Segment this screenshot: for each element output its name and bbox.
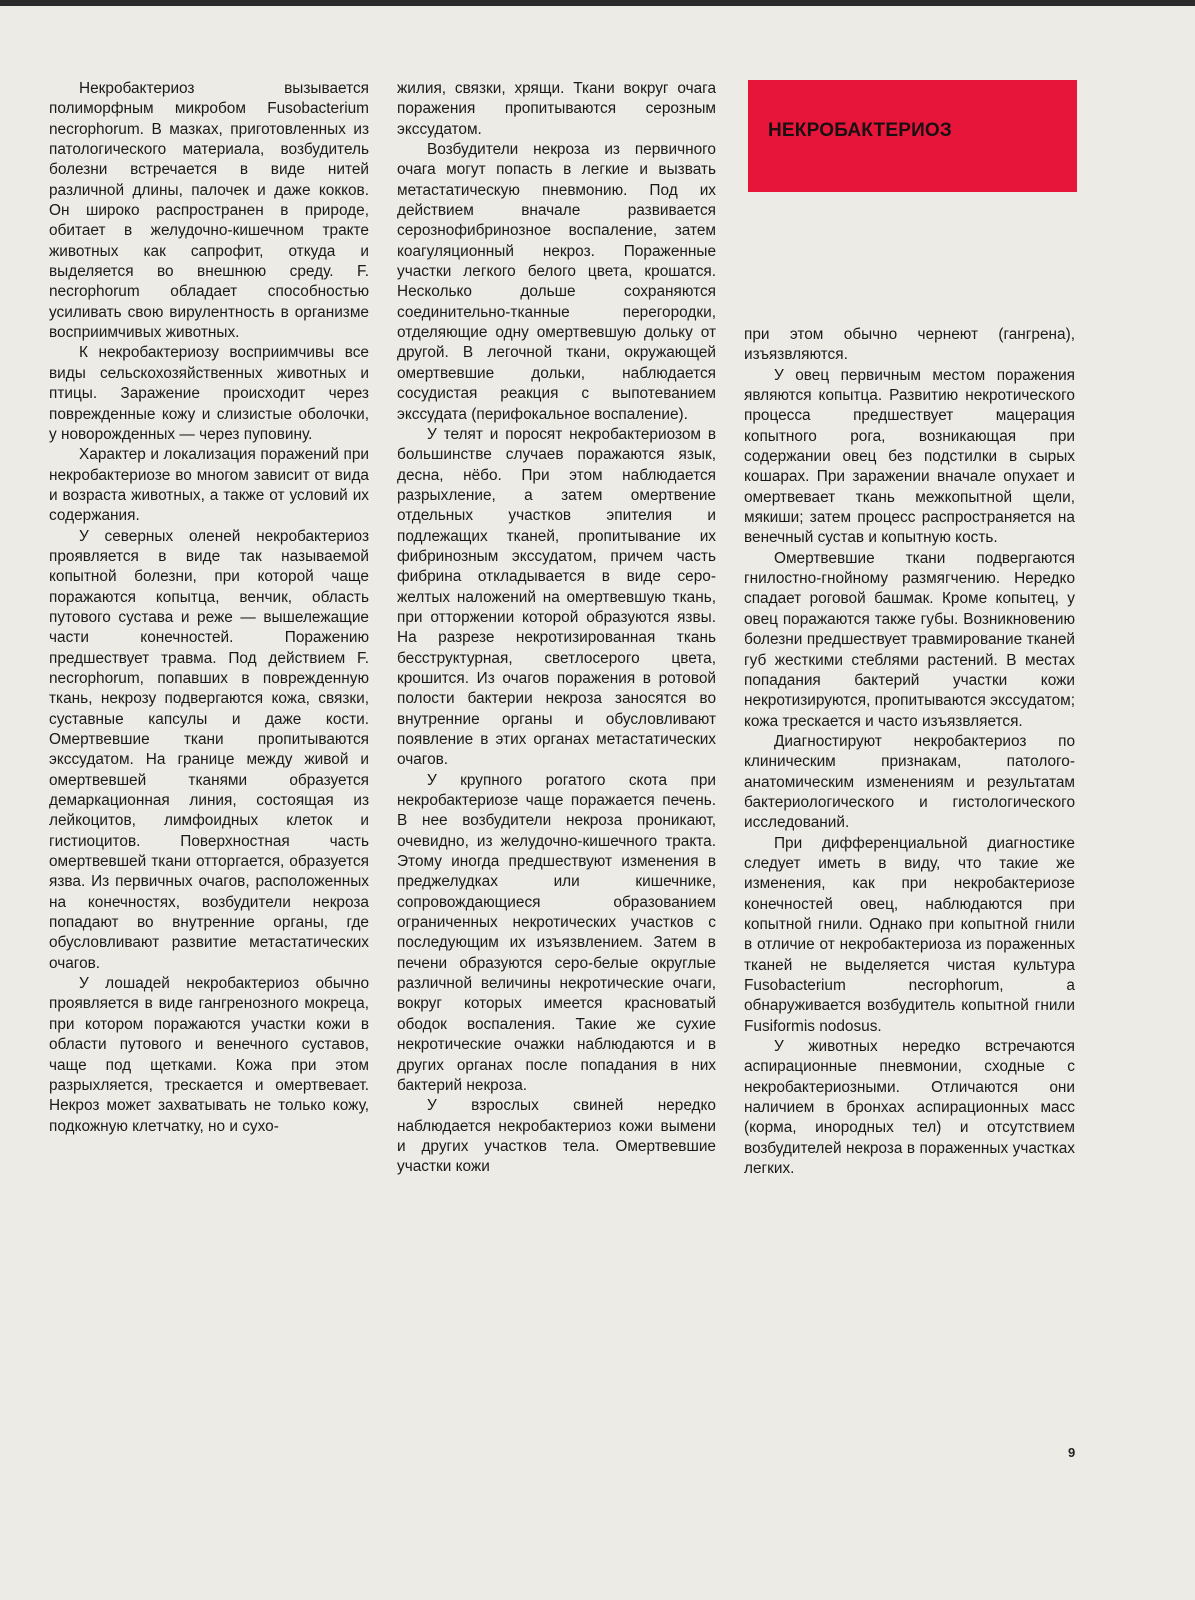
paragraph: У крупного рогатого скота при некробактериозе чаще поражается печень. В нее возбудители некроза проникают, очевидно, из желудочно-кишечного тракта. Этому иногда предшествуют изменения в преджелудках или кишечнике, сопровождающиеся образованием ограниченных некротических участков с последующим их изъязвлением. Затем в печени образуются серо-белые округлые различной величины некротические очаги, вокруг которых имеется красноватый ободок воспаления. Такие же сухие некротические очажки наблюдаются и в других органах после попадания в них бактерий некроза.: [397, 771, 716, 1094]
paragraph: У лошадей некробактериоз обычно проявляется в виде гангренозного мокреца, при котором поражаются участки кожи в области путового и венечного суставов, чаще под щетками. Кожа при этом разрыхляется, трескается и омертвевает. Некроз может захватывать не только кожу, подкожную клетчатку, но и сухо-: [49, 975, 369, 1135]
text-column-1: [49, 79, 369, 1137]
paragraph: Некробактериоз вызывается полиморфным микробом Fusobacterium necrophorum. В мазках, приготовленных из патологического материала, возбудитель болезни встречается в виде нитей различной длины, палочек и даже кокков. Он широко распространен в природе, обитает в желудочно-кишечном тракте животных как сапрофит, откуда и выделяется во внешнюю среду. F. necrophorum обладает способностью усиливать свою вирулентность в организме восприимчивых животных.: [49, 80, 369, 342]
paragraph: При дифференциальной диагностике следует иметь в виду, что такие же изменения, как при некробактериозе конечностей овец, наблюдаются при копытной гнили. Однако при копытной гнили в отличие от некробактериоза из пораженных тканей не выделяется чистая культура Fusobacterium necrophorum, а обнаруживается возбудитель копытной гнили Fusiformis nodosus.: [744, 834, 1075, 1035]
paragraph: К некробактериозу восприимчивы все виды сельскохозяйственных животных и птицы. Заражение происходит через поврежденные кожу и слизистые оболочки, у новорожденных — через пуповину.: [49, 344, 369, 443]
paragraph: У овец первичным местом поражения являются копытца. Развитию некротического процесса предшествует мацерация копытного рога, возникающая при содержании овец без подстилки в сырых кошарах. При заражении вначале опухает и омертвевает ткань межкопытной щели, мякиши; затем процесс распространяется на венечный сустав и копытную кость.: [744, 366, 1075, 547]
paragraph: У северных оленей некробактериоз проявляется в виде так называемой копытной болезни, при которой чаще поражаются копытца, венчик, область путового сустава и реже — вышележащие части конечностей. Поражению предшествует травма. Под действием F. necrophorum, попавших в поврежденную ткань, некрозу подвергаются кожа, связки, суставные капсулы и даже кости. Омертвевшие ткани пропитываются экссудатом. На границе между живой и омертвевшей тканями образуется демаркационная линия, состоящая из лейкоцитов, лимфоидных клеток и гистиоцитов. Поверхностная часть омертвевшей ткани отторгается, образуется язва. Из первичных очагов, расположенных на конечностях, возбудители некроза попадают во внутренние органы, где обусловливают развитие метастатических очагов.: [49, 527, 369, 972]
paragraph: У взрослых свиней нередко наблюдается некробактериоз кожи вымени и других участков тела. Омертвевшие участки кожи: [397, 1097, 716, 1176]
text-column-2: [397, 79, 716, 1178]
paragraph: У животных нередко встречаются аспирационные пневмонии, сходные с некробактериозными. Отличаются они наличием в бронхах аспирационных масс (корма, инородных тел) и отсутствием возбудителей некроза в пораженных участках легких.: [744, 1038, 1075, 1178]
article-title: НЕКРОБАКТЕРИОЗ: [768, 120, 953, 141]
paragraph: Возбудители некроза из первичного очага могут попасть в легкие и вызвать метастатическую пневмонию. Под их действием вначале развивается серознофибринозное воспаление, затем коагуляционный некроз. Пораженные участки легкого белого цвета, крошатся. Несколько дольше сохраняются соединительно-тканные перегородки, отделяющие одну омертвевшую дольку от другой. В легочной ткани, окружающей омертвевшие дольки, наблюдается сосудистая реакция с выпотеванием экссудата (перифокальное воспаление).: [397, 141, 716, 423]
paragraph: Омертвевшие ткани подвергаются гнилостно-гнойному размягчению. Нередко спадает роговой башмак. Кроме копытец, у овец поражаются также губы. Возникновению болезни предшествует травмирование тканей губ жесткими стеблями растений. В местах попадания бактерий участки кожи некротизируются, пропитываются экссудатом; кожа трескается и часто изъязвляется.: [744, 549, 1075, 730]
paragraph-continuation: жилия, связки, хрящи. Ткани вокруг очага поражения пропитываются серозным экссудатом.: [397, 80, 716, 138]
paragraph: Диагностируют некробактериоз по клиническим признакам, патолого-анатомическим изменениям и результатам бактериологического и гистологического исследований.: [744, 732, 1075, 832]
paragraph-continuation: при этом обычно чернеют (гангрена), изъязвляются.: [744, 326, 1075, 364]
title-box: [748, 80, 1077, 192]
paragraph: Характер и локализация поражений при некробактериозе во многом зависит от вида и возраста животных, а также от условий их содержания.: [49, 446, 369, 525]
text-column-3: [744, 325, 1075, 1179]
page-number: 9: [1068, 1445, 1076, 1460]
page-top-edge: [0, 0, 1195, 6]
paragraph: У телят и поросят некробактериозом в большинстве случаев поражаются язык, десна, нёбо. При этом наблюдается разрыхление, а затем омертвение отдельных участков эпителия и подлежащих тканей, пропитывание их фибринозным экссудатом, причем часть фибрина откладывается в виде серо-желтых наложений на омертвевшую ткань, при отторжении которой образуются язвы. На разрезе некротизированная ткань бесструктурная, светлосерого цвета, крошится. Из очагов поражения в ротовой полости бактерии некроза заносятся во внутренние органы и обусловливают появление в этих органах метастатических очагов.: [397, 425, 716, 769]
